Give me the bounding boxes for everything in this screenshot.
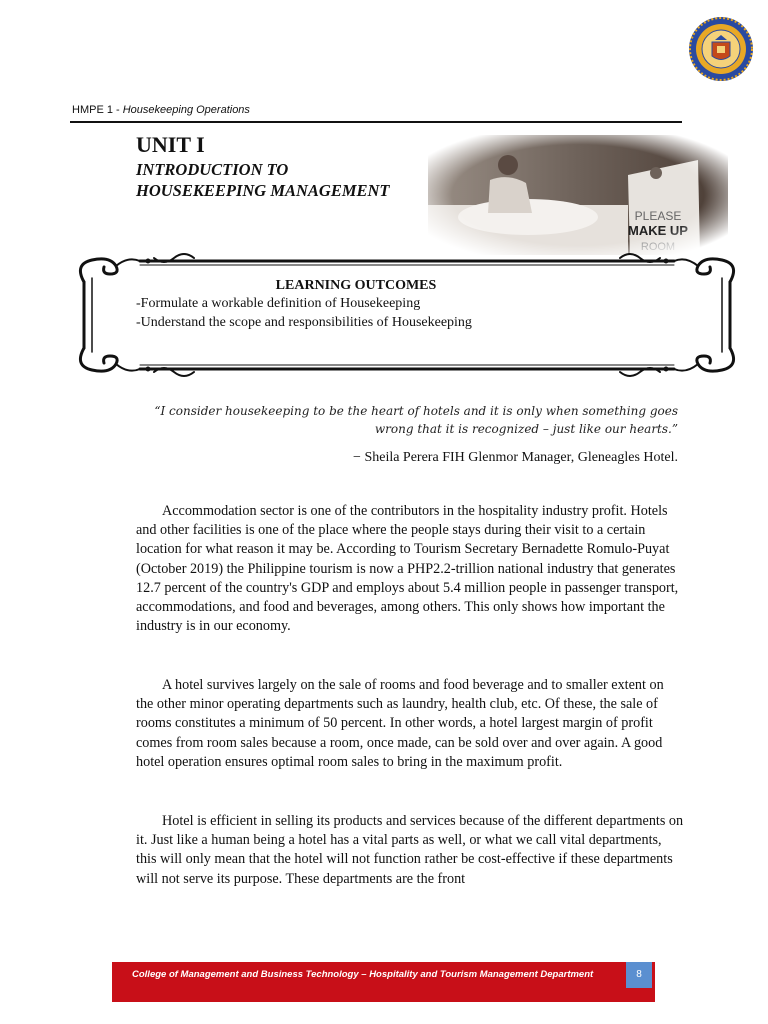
quote-attribution: − Sheila Perera FIH Glenmor Manager, Gleneagles Hotel. [353,450,678,465]
paragraph-text: Hotel is efficient in selling its products and services because of the different departments on it. Just like a human being a hotel has a vital parts as well, or what we call vital departments, this will only mean that the hotel will not function rather be cost-effective if these departments will not serve its purpose. These departments are the front [136,813,684,887]
paragraph-text: Accommodation sector is one of the contributors in the hospitality industry profit. Hotels and other facilities is one of the place where the people stays during their visit to a certain location for what reason it may be. According to Tourism Secretary Bernadette Romulo-Puyat (October 2019) the Philippine tourism is now a PHP2.2-trillion national industry that generates 12.7 percent of the country's GDP and employs about 5.4 million people in passenger transport, accommodations, and food and beverages, among others. This only shows how important the industry is in our economy. [136,503,679,635]
footer-department-text: College of Management and Business Technology – Hospitality and Tourism Management Department [132,969,594,980]
paragraph-text: A hotel survives largely on the sale of rooms and food beverage and to smaller extent on the other minor operating departments such as laundry, health club, etc. Of these, the sale of rooms constitutes a minimum of 50 percent. In other words, a hotel largest margin of profit comes from room sales because a room, once made, can be sold over and over again. A good hotel operation ensures optimal room sales to bring in the maximum profit. [136,677,664,770]
course-name: Housekeeping Operations [122,104,250,116]
body-paragraph [136,502,684,636]
learning-outcomes-title: LEARNING OUTCOMES [275,278,437,293]
quote-line1: “I consider housekeeping to be the heart of hotels and it is only when something goes [154,404,678,418]
header-rule [70,121,682,123]
quote-line2: wrong that it is recognized – just like our hearts.” [374,422,678,436]
footer-bar [112,962,655,1002]
housekeeping-photo [428,135,728,255]
unit-title: UNIT I [136,132,205,157]
learning-outcome-item: -Understand the scope and responsibilities of Housekeeping [136,315,472,330]
university-seal-logo [688,16,754,82]
learning-outcome-item: -Formulate a workable definition of Housekeeping [136,296,421,311]
page-number: 8 [626,962,652,988]
epigraph-quote [140,402,678,438]
unit-subtitle-line2: HOUSEKEEPING MANAGEMENT [136,181,390,200]
running-header [72,104,250,116]
body-paragraph [136,676,684,772]
unit-subtitle [136,159,390,201]
body-paragraph [136,812,684,889]
course-code: HMPE 1 - [72,104,123,116]
unit-subtitle-line1: INTRODUCTION TO [136,160,289,179]
